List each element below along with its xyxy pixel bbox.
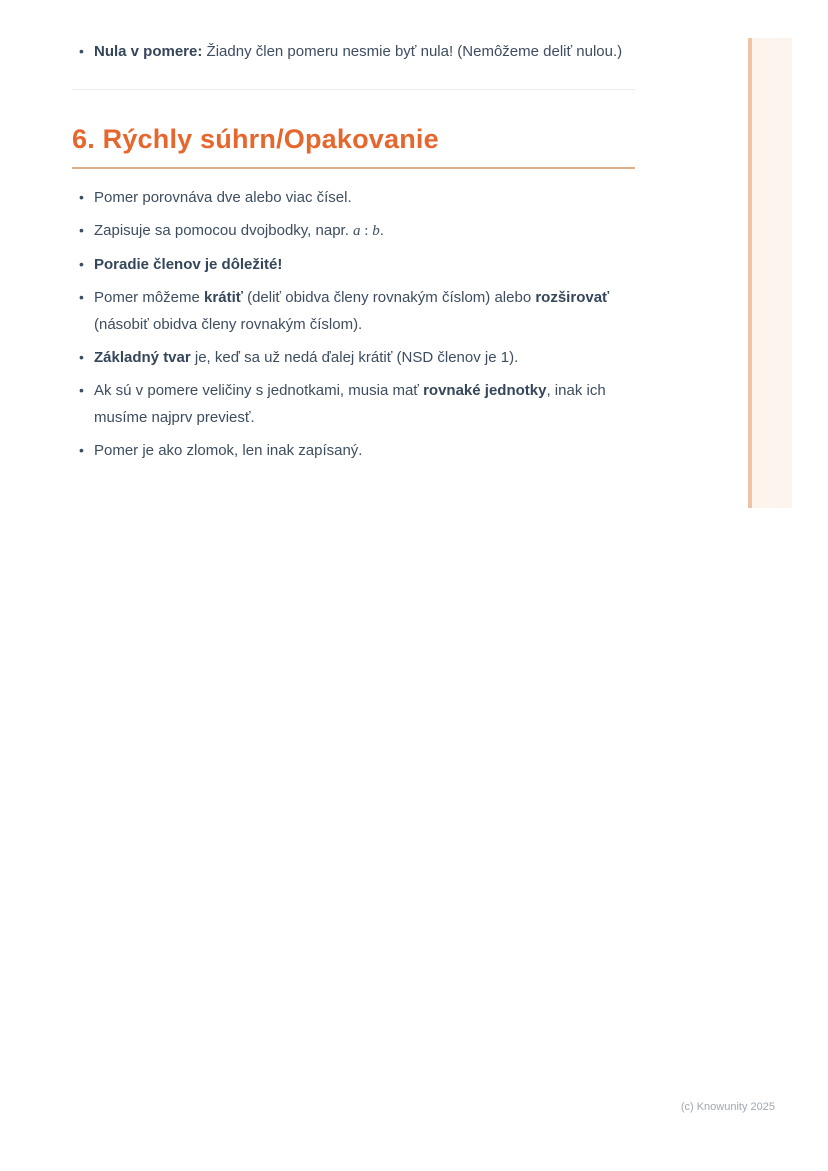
list-item-text (94, 437, 635, 464)
summary-bullet-list (72, 184, 635, 470)
list-item-text (94, 38, 635, 65)
list-item (72, 251, 635, 278)
list-item (72, 344, 635, 371)
text-segment: Pomer je ako zlomok, len inak zapísaný. (94, 442, 363, 459)
list-item-text (94, 217, 635, 245)
bullet-dot: • (79, 189, 84, 205)
list-item-text (94, 184, 635, 211)
text-segment: Pomer porovnáva dve alebo viac čísel. (94, 189, 352, 206)
page-footer-credit: (c) Knowunity 2025 (680, 1101, 775, 1113)
text-segment: b (372, 223, 380, 239)
text-segment: Zapisuje sa pomocou dvojbodky, napr. (94, 222, 354, 239)
side-accent-bar (748, 38, 792, 508)
list-item-text (94, 284, 635, 338)
list-item (72, 217, 635, 245)
list-item (72, 377, 635, 431)
bullet-list (72, 184, 635, 464)
list-item-text (94, 251, 635, 278)
text-segment: rovnaké jednotky (423, 382, 547, 399)
bullet-dot: • (79, 256, 84, 272)
text-segment: (násobiť obidva členy rovnakým číslom). (94, 316, 363, 333)
text-segment: krátiť (204, 289, 243, 306)
text-segment: Poradie členov je dôležité! (94, 256, 283, 273)
bullet-dot: • (79, 442, 84, 458)
text-segment: Žiadny člen pomeru nesmie byť nula! (Nemôžeme deliť nulou.) (202, 43, 623, 60)
text-segment: : (360, 223, 373, 239)
text-segment: Pomer môžeme (94, 289, 205, 306)
bullet-dot: • (79, 382, 84, 398)
text-segment: , inak ich musíme najprv previesť. (94, 382, 606, 426)
text-segment: Základný tvar (94, 349, 191, 366)
text-segment: . (379, 222, 384, 239)
text-segment: Ak sú v pomere veličiny s jednotkami, musia mať (94, 382, 424, 399)
text-segment: a (353, 223, 361, 239)
bullet-list (72, 38, 635, 65)
section-divider (72, 89, 635, 90)
list-item (72, 184, 635, 211)
bullet-dot: • (79, 349, 84, 365)
heading-underline (72, 167, 635, 169)
list-item-text (94, 377, 635, 431)
text-segment: (deliť obidva členy rovnakým číslom) alebo (242, 289, 536, 306)
text-segment: rozširovať (535, 289, 610, 306)
bullet-dot: • (79, 222, 84, 238)
section-heading: 6. Rýchly súhrn/Opakovanie (72, 124, 439, 154)
text-segment: je, keď sa už nedá ďalej krátiť (NSD členov je 1). (190, 349, 519, 366)
bullet-dot: • (79, 43, 84, 59)
text-segment: Nula v pomere: (94, 43, 203, 60)
top-bullet-list (72, 38, 635, 71)
list-item (72, 284, 635, 338)
bullet-dot: • (79, 289, 84, 305)
list-item-text (94, 344, 635, 371)
list-item (72, 38, 635, 65)
list-item (72, 437, 635, 464)
